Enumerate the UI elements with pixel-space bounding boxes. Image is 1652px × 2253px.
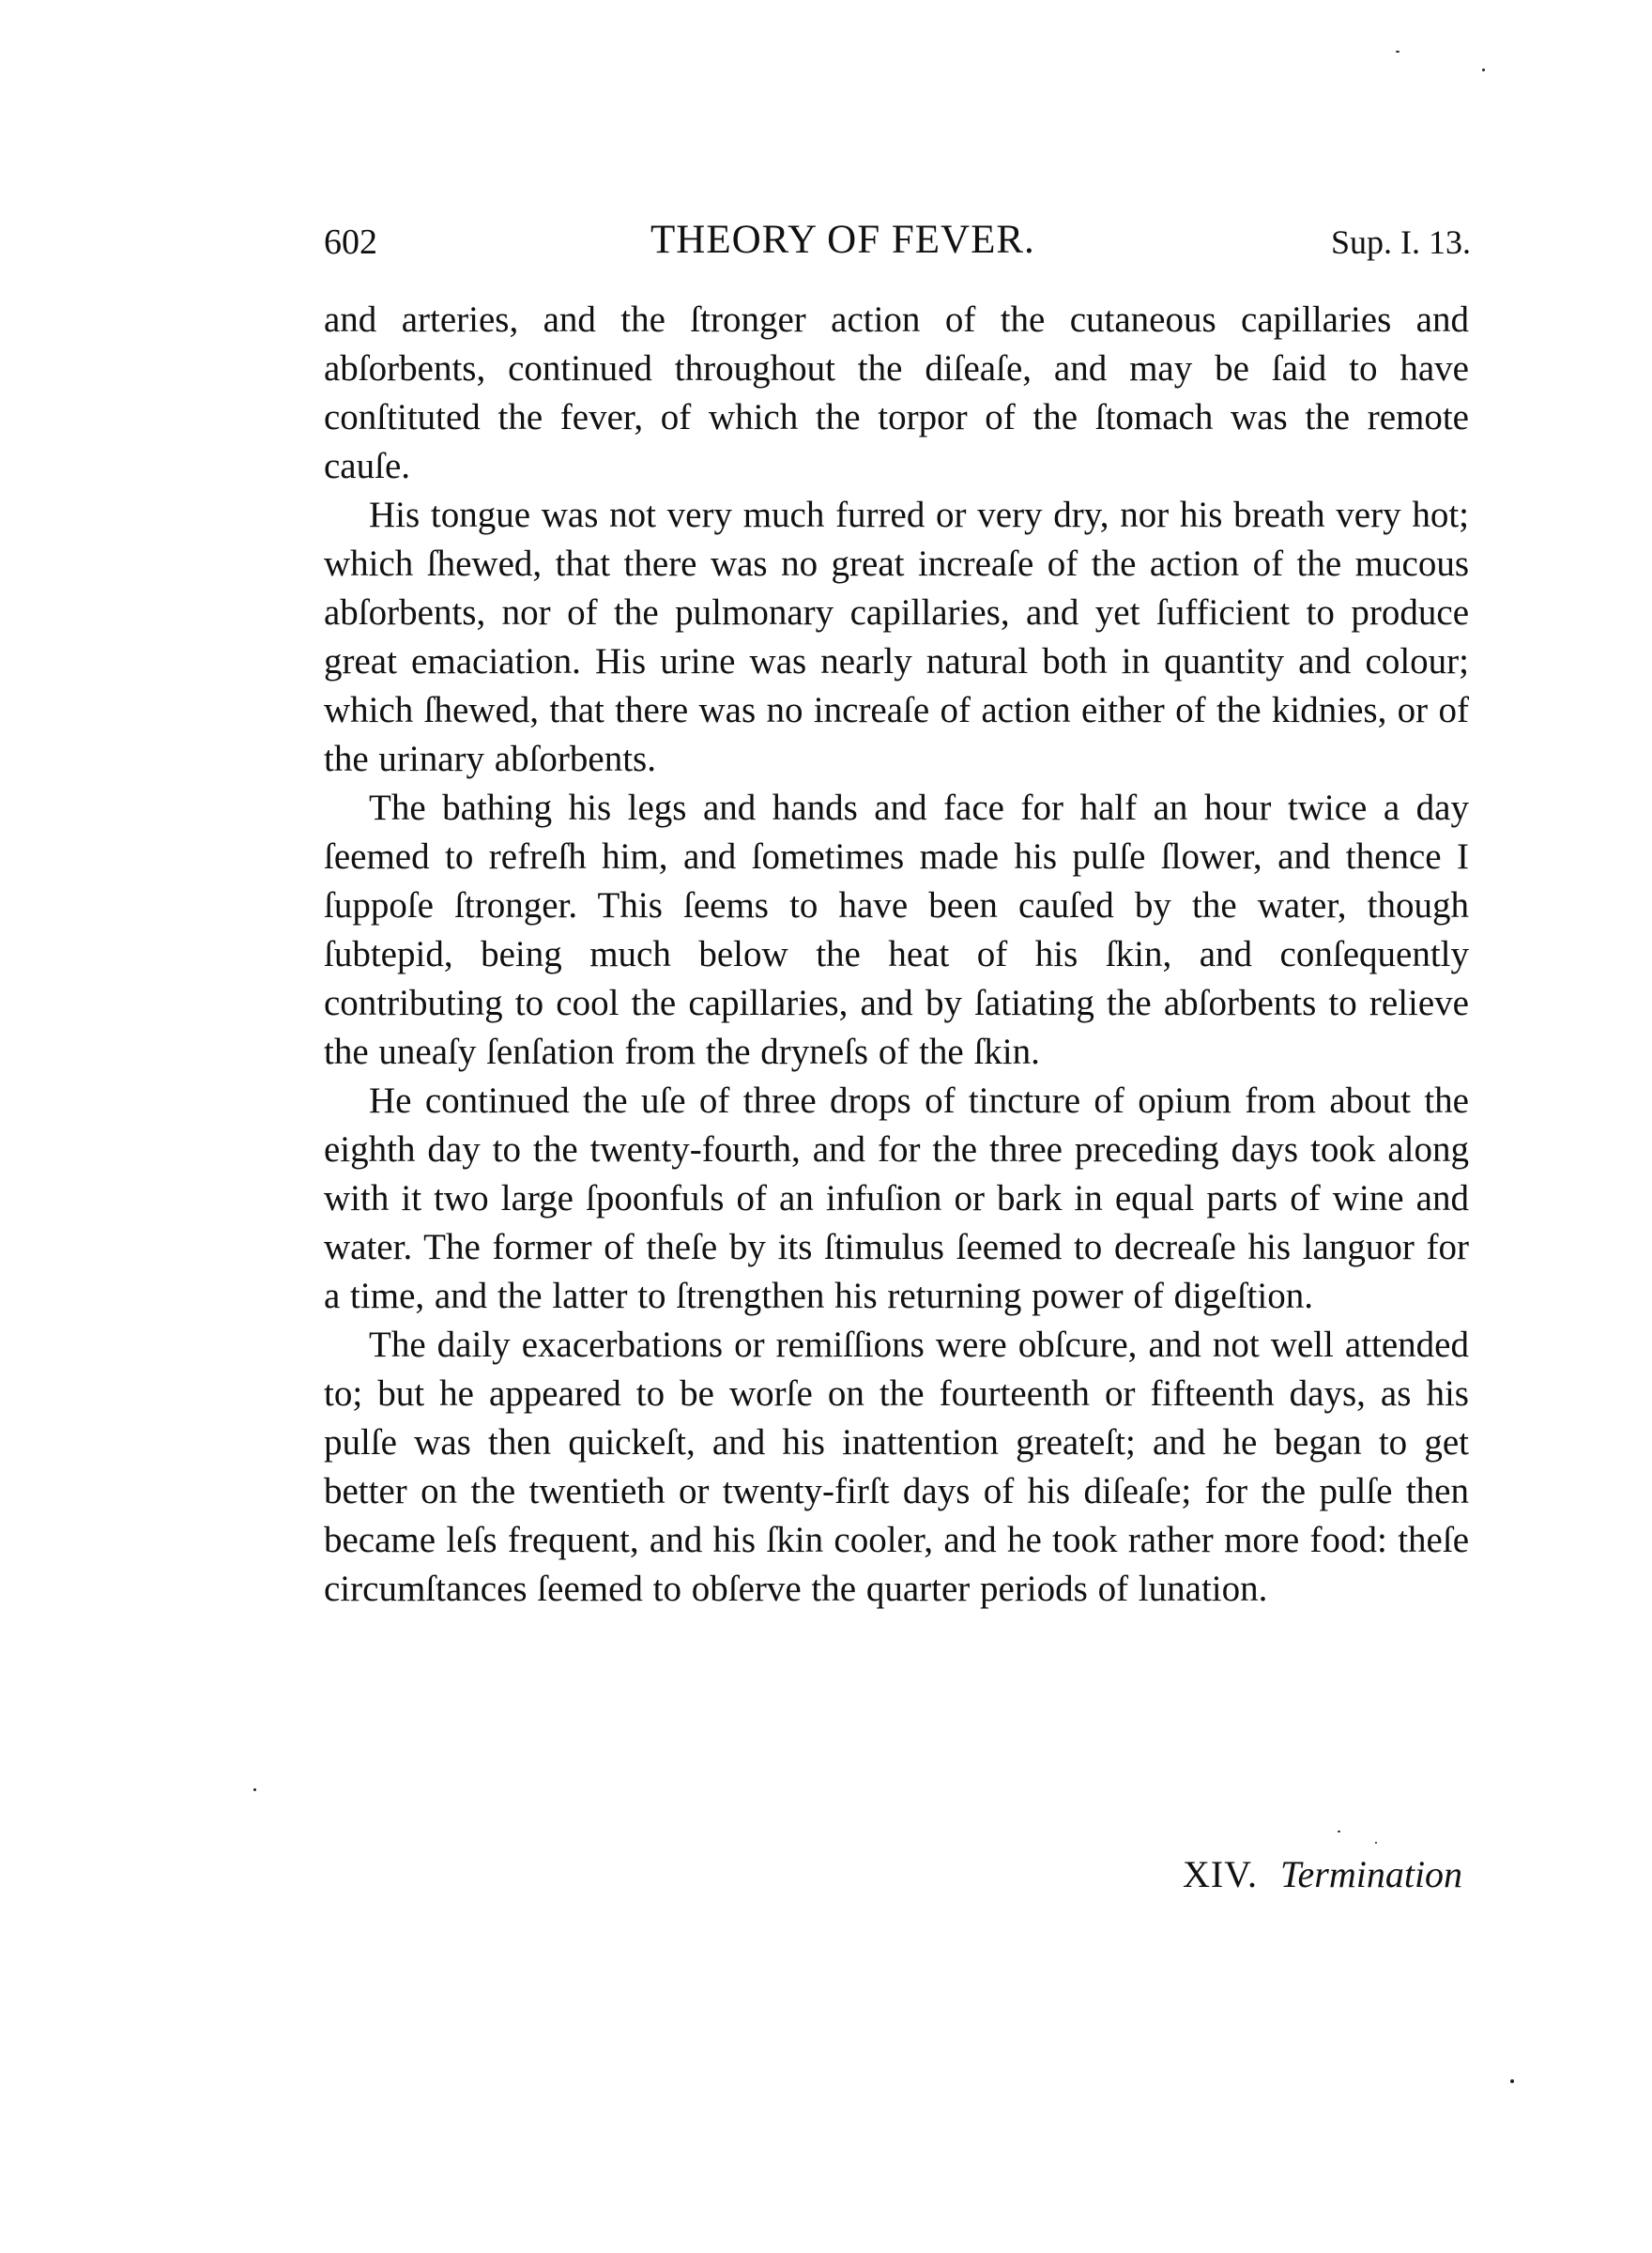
scan-speck <box>1375 1842 1377 1844</box>
section-signature: Sup. I. 13. <box>1330 223 1471 261</box>
scan-speck <box>1510 2079 1514 2083</box>
running-title: THEORY OF FEVER. <box>650 218 1035 262</box>
scan-speck <box>253 1788 256 1791</box>
paragraph-opium: He continued the uſe of three drops of tincture of opium from about the eighth day to the twenty-fourth, and for the three preceding days took along with it two large ſpoonfuls of an infuſion or bark in equal parts of wine and water. The former of theſe by its ſtimulus ſeemed to decreaſe his languor for a time, and the latter to ſtrengthen his returning power of digeſtion. <box>324 1081 1469 1316</box>
paragraph-exacerbations: The daily exacerbations or remiſſions were obſcure, and not well attended to; but he appeared to be worſe on the fourteenth or fifteenth days, as his pulſe was then quickeſt, and his inattention greateſt; and he began to get better on the twentieth or twenty-firſt days of his diſeaſe; for the pulſe then became leſs frequent, and his ſkin cooler, and he took rather more food: theſe circumſtances ſeemed to obſerve the quarter periods of lunation. <box>324 1325 1469 1609</box>
paragraph-tongue: His tongue was not very much furred or very dry, nor his breath very hot; which ſhewed, that there was no great increaſe of the action of the mucous abſorbents, nor of the pulmonary capillaries, and yet ſufficient to produce great emaciation. His urine was nearly natural both in quantity and colour; which ſhewed, that there was no increaſe of action either of the kidnies, or of the urinary abſorbents. <box>324 495 1469 779</box>
catchline-word: Termination <box>1279 1853 1463 1895</box>
running-head <box>324 218 1471 267</box>
scan-speck <box>1396 51 1400 53</box>
body-text <box>324 296 1469 1614</box>
catchline-section-number: XIV. <box>1183 1853 1258 1895</box>
scan-speck <box>1482 69 1485 71</box>
catchline <box>1183 1851 1462 1898</box>
scan-speck <box>1338 1831 1340 1832</box>
page-number: 602 <box>324 222 377 262</box>
paragraph-bathing: The bathing his legs and hands and face for half an hour twice a day ſeemed to refreſh him, and ſometimes made his pulſe ſlower, and thence I ſuppoſe ſtronger. This ſeems to have been cauſed by the water, though ſubtepid, being much below the heat of his ſkin, and conſequently contributing to cool the capillaries, and by ſatiating the abſorbents to relieve the uneaſy ſenſation from the dryneſs of the ſkin. <box>324 788 1469 1072</box>
paragraph-continued: and arteries, and the ſtronger action of the cutaneous capillaries and abſorbents, continued throughout the diſeaſe, and may be ſaid to have conſtituted the fever, of which the torpor of the ſtomach was the remote cauſe. <box>324 299 1469 486</box>
